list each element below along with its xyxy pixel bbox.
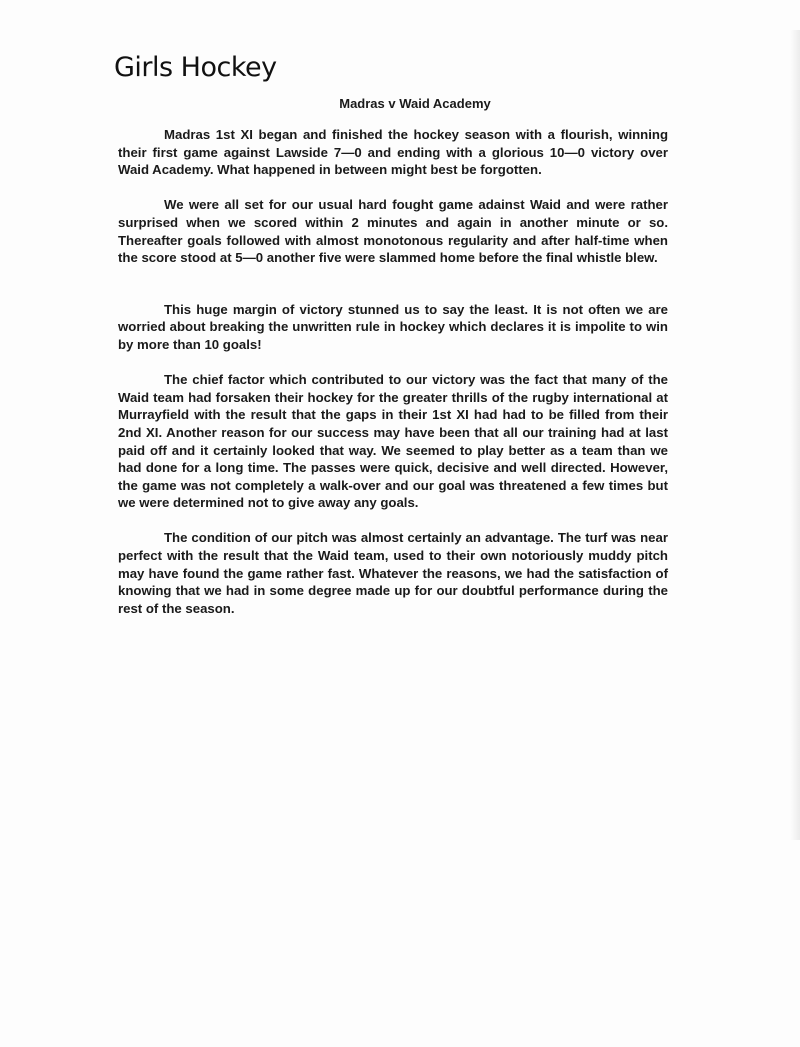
paragraph-3: This huge margin of victory stunned us to say the least. It is not often we are worried about breaking the unwritten rule in hockey which declares it is impolite to win by more than 10 goals! <box>118 301 668 352</box>
paragraph-1: Madras 1st XI began and finished the hockey season with a flourish, winning their first game against Lawside 7—0 and ending with a glorious 10—0 victory over Waid Academy. What happened in between might best be forgotten. <box>118 127 668 178</box>
page-title: Girls Hockey <box>114 52 277 83</box>
paragraph-4: The chief factor which contributed to our victory was the fact that many of the Waid team had forsaken their hockey for the greater thrills of the rugby international at Murrayfield with the result that the gaps in their 1st XI had had to be filled from their 2nd XI. Another reason for our success may have been that all our training had at last paid off and it certainly looked that way. We seemed to play better as a team than we had done for a long time. The passes were quick, decisive and well directed. However, the game was not completely a walk-over and our goal was threatened a few times but we were determined not to give away any goals. <box>118 372 668 511</box>
match-subtitle: Madras v Waid Academy <box>339 96 491 111</box>
paragraph-5: The condition of our pitch was almost certainly an advantage. The turf was near perfect with the result that the Waid team, used to their own notoriously muddy pitch may have found the game rather fast. Whatever the reasons, we had the satisfaction of knowing that we had in some degree made up for our doubtful performance during the rest of the season. <box>118 530 668 616</box>
page-edge-shadow <box>790 30 800 840</box>
article-body <box>118 126 668 635</box>
paragraph-2: We were all set for our usual hard fought game adainst Waid and were rather surprised when we scored within 2 minutes and again in another minute or so. Thereafter goals followed with almost monotonous regularity and after half-time when the score stood at 5—0 another five were slammed home before the final whistle blew. <box>118 197 668 266</box>
